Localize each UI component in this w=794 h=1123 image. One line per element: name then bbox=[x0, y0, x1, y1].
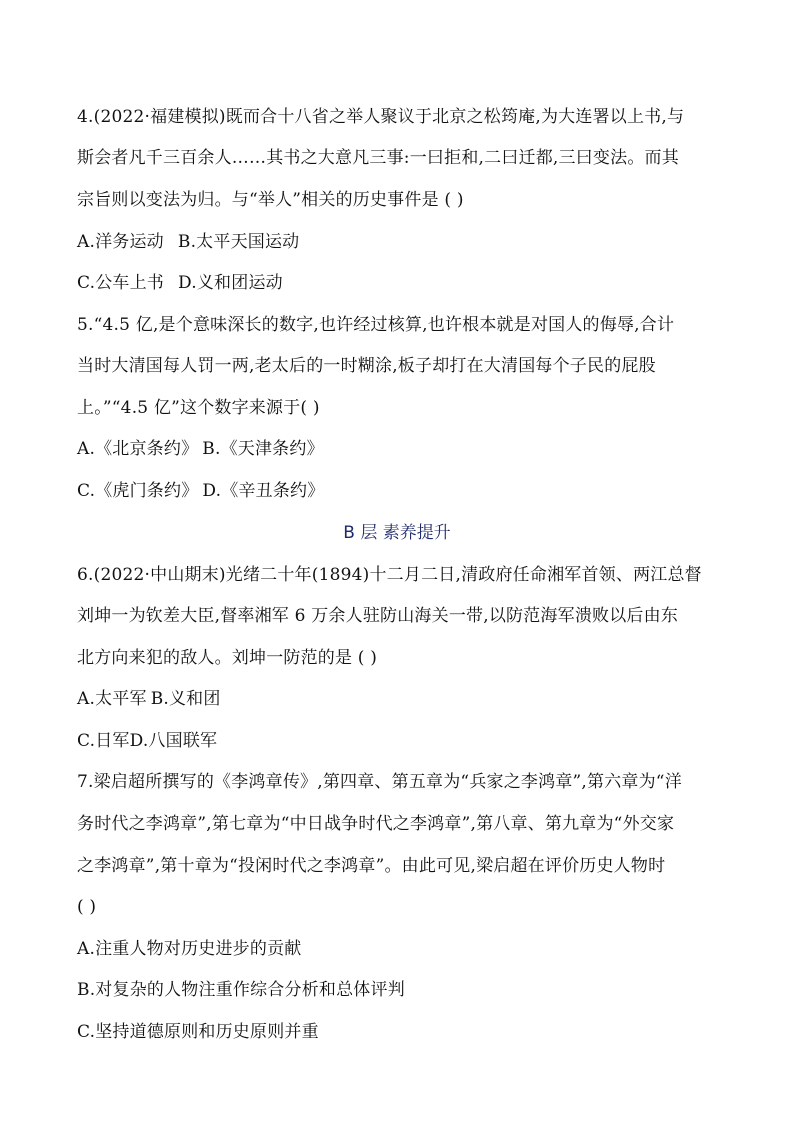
question-5-option-a: A.《北京条约》 bbox=[77, 439, 199, 459]
question-5-option-d: D.《辛丑条约》 bbox=[202, 481, 325, 501]
question-5-option-c: C.《虎门条约》 bbox=[77, 481, 199, 501]
question-6-options-cd bbox=[77, 730, 727, 752]
question-4-options-ab bbox=[77, 231, 727, 253]
question-7-line-4: ( ) bbox=[77, 897, 97, 917]
question-5-line-3: 上。”“4.5 亿”这个数字来源于( ) bbox=[77, 398, 320, 418]
question-5-options-cd bbox=[77, 480, 727, 502]
question-6-option-a: A.太平军 bbox=[77, 689, 147, 709]
question-6-line-1: 6.(2022·中山期末)光绪二十年(1894)十二月二日,清政府任命湘军首领、两江总督 bbox=[77, 565, 702, 585]
question-4-line-1: 4.(2022·福建模拟)既而合十八省之举人聚议于北京之松筠庵,为大连署以上书,与 bbox=[77, 107, 685, 127]
question-4-option-d: D.义和团运动 bbox=[178, 273, 283, 293]
question-6-option-b: B.义和团 bbox=[150, 689, 221, 709]
question-6-option-d: D.八国联军 bbox=[129, 731, 218, 751]
question-4-option-b: B.太平天国运动 bbox=[177, 232, 300, 252]
question-4-options-cd bbox=[77, 272, 727, 294]
question-6-option-c: C.日军 bbox=[77, 731, 130, 751]
section-heading: B 层 素养提升 bbox=[343, 523, 451, 543]
question-6-options-ab bbox=[77, 688, 727, 710]
question-6-line-3: 北方向来犯的敌人。刘坤一防范的是 ( ) bbox=[77, 648, 378, 668]
question-7-option-c: C.坚持道德原则和历史原则并重 bbox=[77, 1022, 319, 1042]
question-5-option-b: B.《天津条约》 bbox=[202, 439, 324, 459]
question-4-line-2: 斯会者凡千三百余人……其书之大意凡三事:一曰拒和,二曰迁都,三曰变法。而其 bbox=[77, 148, 679, 168]
question-7-option-a: A.注重人物对历史进步的贡献 bbox=[77, 939, 302, 959]
question-7-line-3: 之李鸿章”,第十章为“投闲时代之李鸿章”。由此可见,梁启超在评价历史人物时 bbox=[77, 856, 666, 876]
question-6-line-2: 刘坤一为钦差大臣,督率湘军 6 万余人驻防山海关一带,以防范海军溃败以后由东 bbox=[77, 606, 679, 626]
question-7-line-2: 务时代之李鸿章”,第七章为“中日战争时代之李鸿章”,第八章、第九章为“外交家 bbox=[77, 814, 675, 834]
question-4-line-3: 宗旨则以变法为归。与“举人”相关的历史事件是 ( ) bbox=[77, 190, 464, 210]
question-4-option-a: A.洋务运动 bbox=[77, 232, 164, 252]
question-4-option-c: C.公车上书 bbox=[77, 273, 165, 293]
question-5-options-ab bbox=[77, 438, 727, 460]
question-5-line-2: 当时大清国每人罚一两,老太后的一时糊涂,板子却打在大清国每个子民的屁股 bbox=[77, 356, 656, 376]
question-5-line-1: 5.“4.5 亿,是个意味深长的数字,也许经过核算,也许根本就是对国人的侮辱,合计 bbox=[77, 315, 675, 335]
question-7-line-1: 7.梁启超所撰写的《李鸿章传》,第四章、第五章为“兵家之李鸿章”,第六章为“洋 bbox=[77, 772, 682, 792]
question-7-option-b: B.对复杂的人物注重作综合分析和总体评判 bbox=[77, 980, 405, 1000]
